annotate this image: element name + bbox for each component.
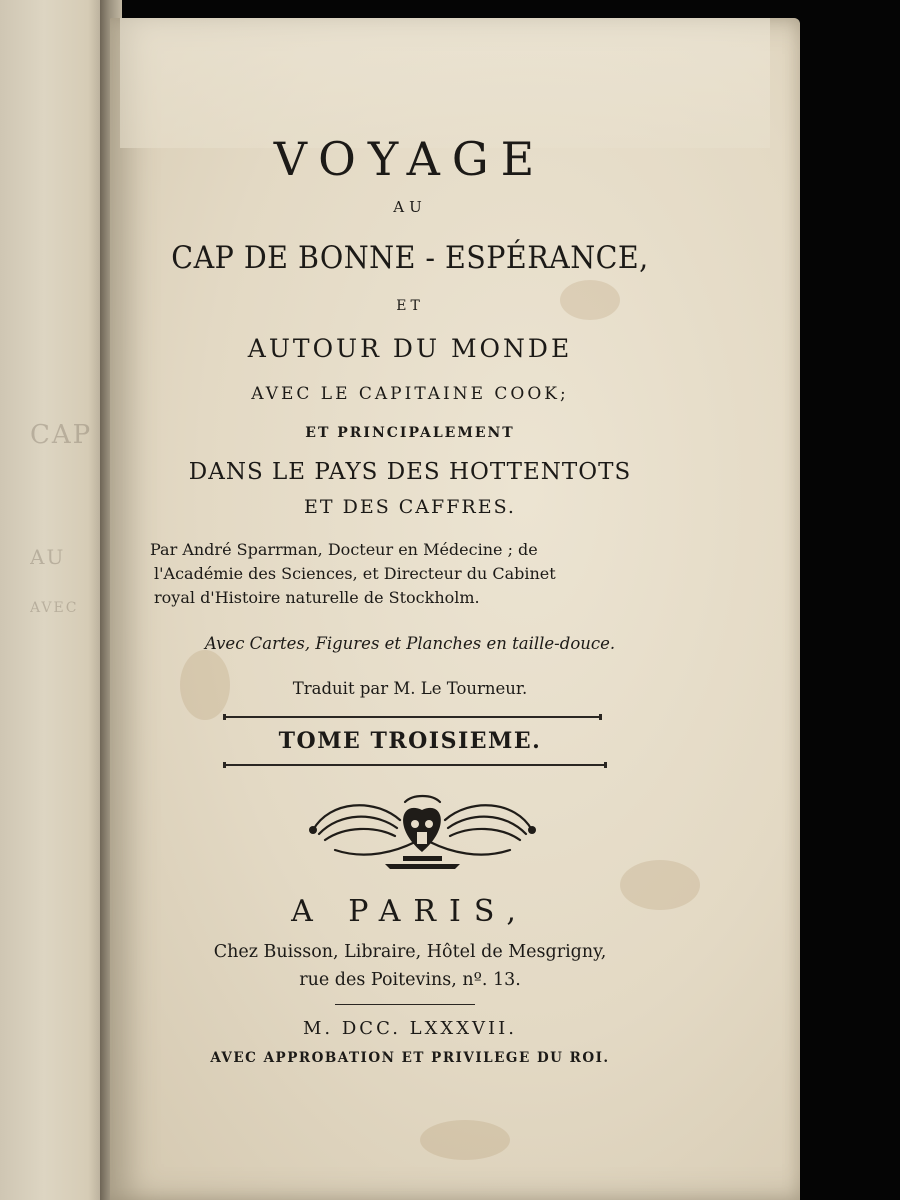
author-line: royal d'Histoire naturelle de Stockholm. (154, 588, 480, 607)
imprint-rule (335, 1004, 475, 1005)
facing-page (0, 0, 110, 1200)
author-block (150, 538, 670, 610)
title-dans-le-pays: DANS LE PAYS DES HOTTENTOTS (188, 459, 632, 485)
show-through-text: AVEC (30, 600, 79, 616)
translator-credit: Traduit par M. Le Tourneur. (292, 679, 528, 698)
title-au: AU (393, 198, 427, 216)
royal-privilege: AVEC APPROBATION ET PRIVILEGE DU ROI. (210, 1050, 610, 1066)
title-et: ET (396, 298, 424, 314)
title-caffres: ET DES CAFFRES. (304, 496, 516, 518)
show-through-text: CAP (30, 420, 93, 450)
bottom-rule (225, 764, 605, 766)
show-through-text: AU (30, 545, 66, 569)
title-autour: AUTOUR DU MONDE (247, 334, 573, 363)
title-page-text (150, 0, 670, 1200)
imprint-publisher: Chez Buisson, Libraire, Hôtel de Mesgrigny, (213, 942, 607, 962)
imprint-city: A PARIS, (291, 894, 529, 929)
title-avec-cook: AVEC LE CAPITAINE COOK; (251, 384, 569, 404)
title-principalement: ET PRINCIPALEMENT (305, 425, 515, 441)
imprint-date: M. DCC. LXXXVII. (303, 1018, 517, 1039)
author-line: l'Académie des Sciences, et Directeur du Cabinet (154, 564, 556, 583)
author-line: Par André Sparrman, Docteur en Médecine ; de (150, 540, 538, 559)
illustrations-note: Avec Cartes, Figures et Planches en taille-douce. (204, 634, 616, 653)
imprint-address: rue des Poitevins, nº. 13. (299, 970, 521, 990)
volume-label: TOME TROISIEME. (278, 728, 542, 754)
title-destination: CAP DE BONNE - ESPÉRANCE, (171, 240, 649, 276)
printers-ornament (305, 790, 540, 870)
book-title: VOYAGE (273, 132, 547, 186)
top-rule (225, 716, 600, 718)
